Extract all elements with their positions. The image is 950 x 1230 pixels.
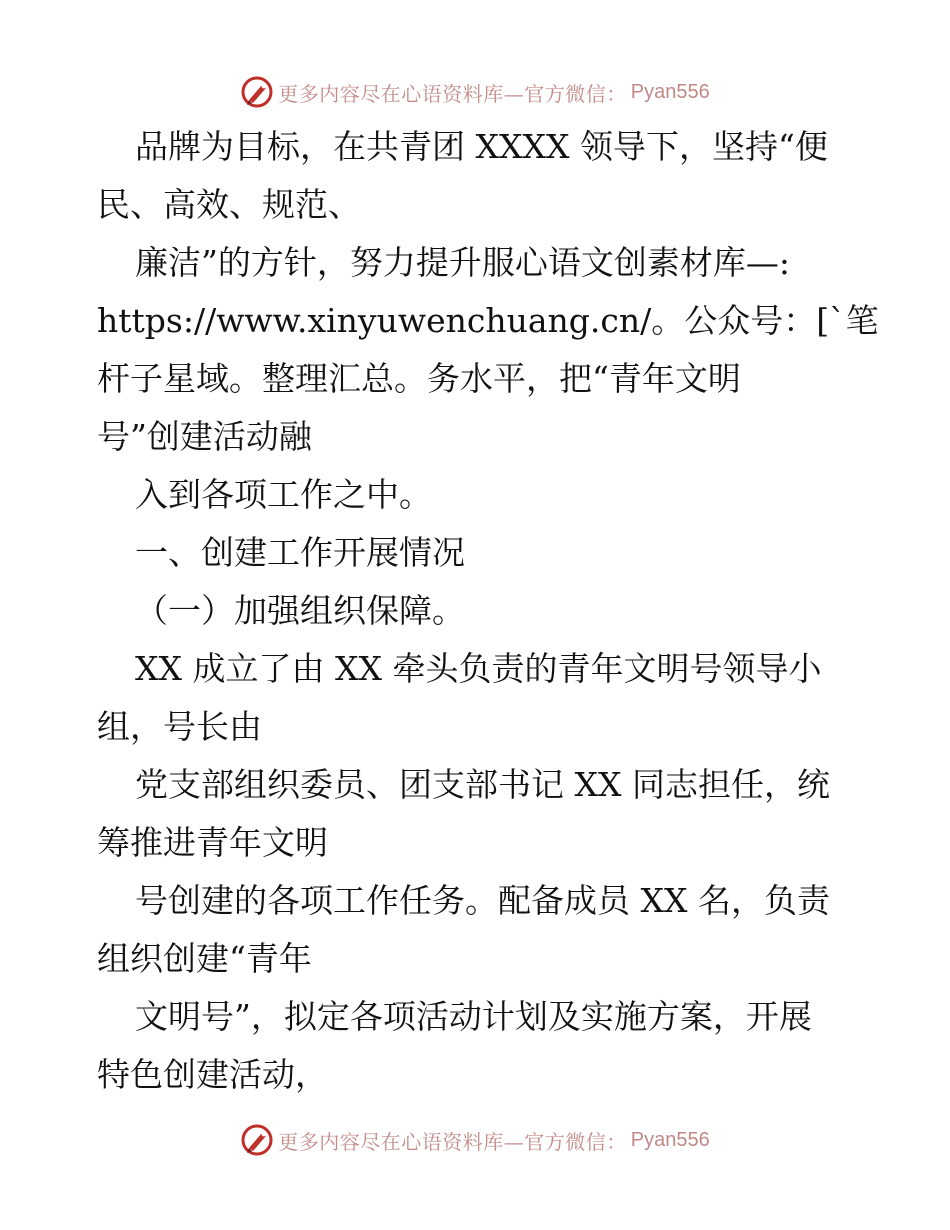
pen-seal-icon	[240, 75, 274, 109]
text-line: 特色创建活动，	[97, 1055, 328, 1094]
text-line: 号创建的各项工作任务。配备成员 XX 名，负责	[135, 881, 830, 920]
header-slogan: 更多内容尽在心语资料库—官方微信：	[278, 81, 627, 106]
text-line: 筹推进青年文明	[97, 823, 328, 862]
subsection-heading: （一）加强组织保障。	[135, 591, 465, 630]
text-line: 廉洁”的方针，努力提升服心语文创素材库—:	[135, 243, 790, 282]
text-line: 组织创建“青年	[97, 939, 312, 978]
text-line: XX 成立了由 XX 牵头负责的青年文明号领导小	[135, 649, 822, 688]
text-line: 入到各项工作之中。	[135, 475, 432, 514]
pen-seal-icon	[240, 1123, 274, 1157]
text-line: 组，号长由	[97, 707, 262, 746]
text-line: 文明号”，拟定各项活动计划及实施方案，开展	[135, 997, 812, 1036]
footer-banner	[0, 1120, 950, 1160]
text-line: 号”创建活动融	[97, 417, 312, 456]
footer-wechat-id: Pyan556	[630, 1128, 710, 1151]
section-heading: 一、创建工作开展情况	[135, 533, 465, 572]
body-text	[97, 118, 879, 1104]
header-wechat-id: Pyan556	[630, 80, 710, 103]
text-line: 民、高效、规范、	[97, 185, 361, 224]
text-line: 杆子星域。整理汇总。务水平，把“青年文明	[97, 359, 741, 398]
header-banner	[0, 72, 950, 112]
text-line-url: https://www.xinyuwenchuang.cn/。公众号：[`笔	[97, 301, 879, 340]
text-line: 品牌为目标，在共青团 XXXX 领导下，坚持“便	[135, 127, 828, 166]
text-line: 党支部组织委员、团支部书记 XX 同志担任，统	[135, 765, 830, 804]
footer-slogan: 更多内容尽在心语资料库—官方微信：	[278, 1129, 627, 1154]
